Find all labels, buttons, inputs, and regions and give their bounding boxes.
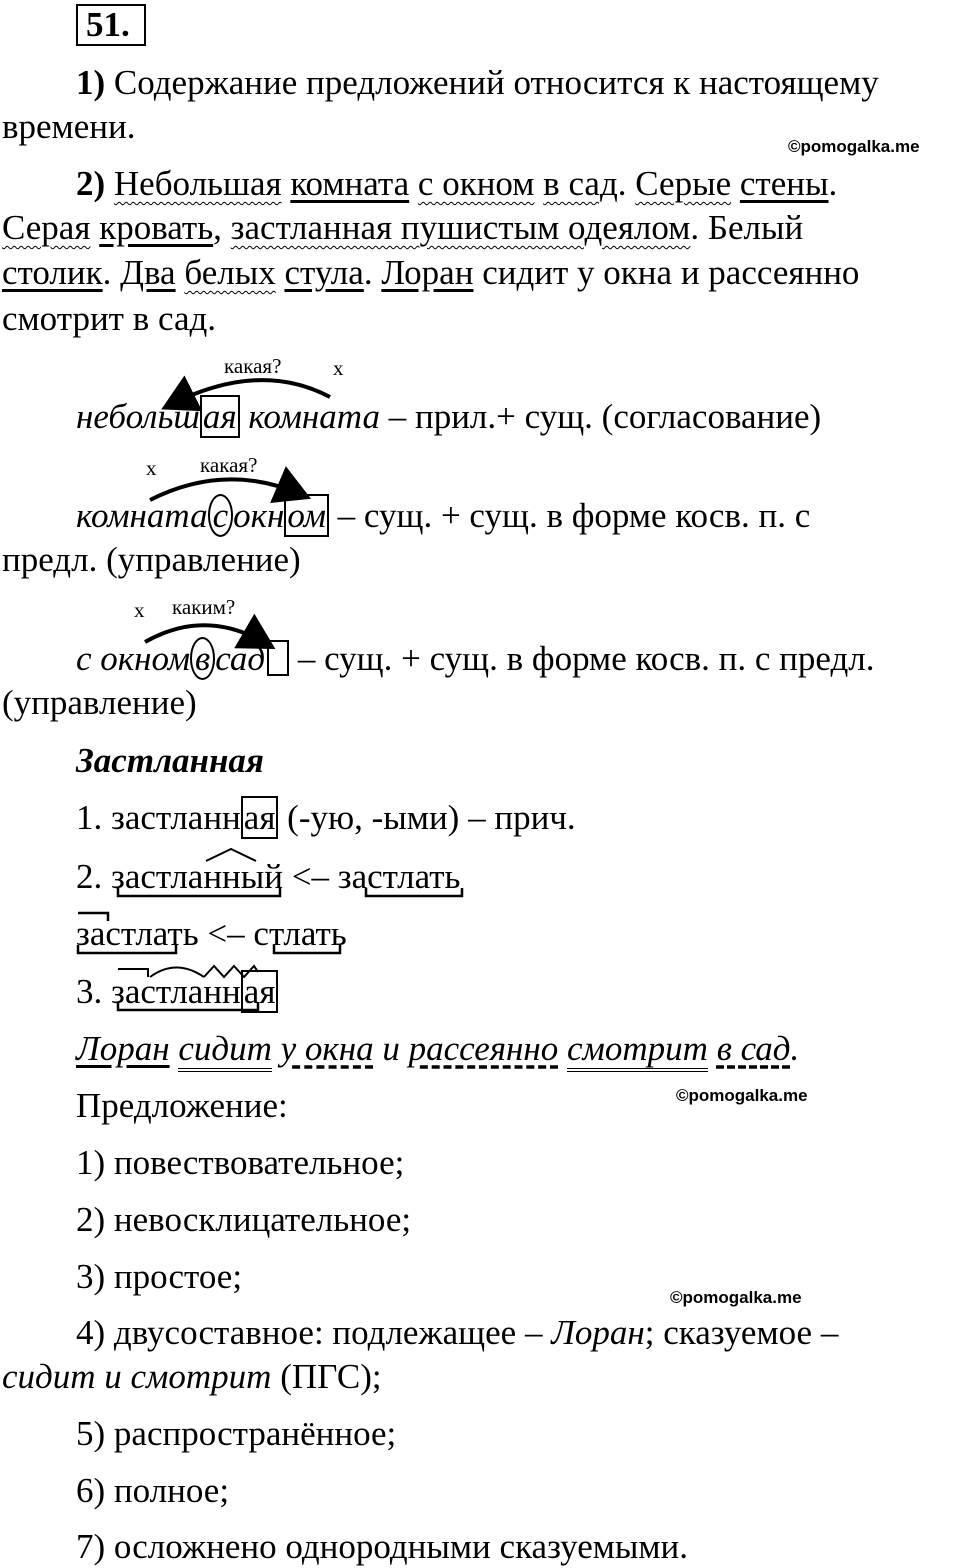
paragraph-1-line-1: 1) Содержание предложений относится к настоящему [76,63,879,102]
item-5: 5) распространённое; [76,1414,397,1453]
paragraph-2-line-4: смотрит в сад. [2,299,217,338]
step-3: 3. застланная [76,971,278,1013]
phrase-3-line-1: с окном в сад – сущ. + сущ. в форме косв. п. с предл. [76,639,875,678]
watermark-2: ©pomogalka.me [676,1086,808,1105]
word-heading: Застланная [76,741,264,780]
step-1: 1. застланная (-ую, -ыми) – прич. [76,798,576,837]
watermark-3: ©pomogalka.me [670,1288,802,1307]
step-2b: застлать <– стлать [76,914,347,953]
prefix-mark-3 [118,969,148,977]
item-4-line-2: сидит и смотрит (ПГС); [2,1357,382,1396]
root-arc-3 [150,968,204,978]
item-4-line-1: 4) двусоставное: подлежащее – Лоран; сказуемое – [76,1313,839,1352]
item-7: 7) осложнено однородными сказуемыми. [76,1527,689,1566]
phrase-1-arrow [172,380,330,404]
phrase-1-x-mark: х [333,356,344,380]
analysis-title: Предложение: [76,1086,288,1125]
paragraph-2-line-1: 2) Небольшая комната с окном в сад. Серые стены. [76,164,838,203]
stem-bracket-4 [274,945,340,953]
item-6: 6) полное; [76,1471,230,1510]
prefix-mark [78,913,108,921]
phrase-3-arrow [145,625,265,643]
paragraph-2-line-3: столик. Два белых стула. Лоран сидит у окна и рассеянно [2,253,860,292]
item-3: 3) простое; [76,1257,243,1296]
item-1: 1) повествовательное; [76,1143,405,1182]
suffix-mark [206,849,256,861]
phrase-1-question: какая? [224,354,282,378]
phrase-3-line-2: (управление) [2,683,197,722]
phrase-2-line-2: предл. (управление) [2,540,301,579]
stem-bracket-1 [118,888,280,896]
phrase-2-line-1: комната с окном – сущ. + сущ. в форме косв. п. с [76,496,811,535]
stem-bracket-5 [118,1002,258,1010]
item-2: 2) невосклицательное; [76,1200,412,1239]
suffix-zigzag [204,966,258,977]
stem-bracket-2 [366,888,462,896]
phrase-1: небольшая комната – прил.+ сущ. (согласование) [76,397,822,436]
phrase-3-question: каким? [172,595,236,619]
paragraph-1-line-2: времени. [2,107,136,146]
watermark-1: ©pomogalka.me [788,137,920,156]
stem-bracket-3 [78,945,176,953]
paragraph-2-line-2: Серая кровать, застланная пушистым одеялом. Белый [2,208,804,247]
phrase-2-question: какая? [200,453,258,477]
step-2: 2. застланный <– застлать [76,857,461,896]
phrase-2-arrow [150,479,300,500]
phrase-3-x-mark: х [134,598,145,622]
parsed-sentence: Лоран сидит у окна и рассеянно смотрит в сад. [76,1028,799,1070]
task-number: 51. [86,5,130,44]
phrase-2-x-mark: х [146,456,157,480]
